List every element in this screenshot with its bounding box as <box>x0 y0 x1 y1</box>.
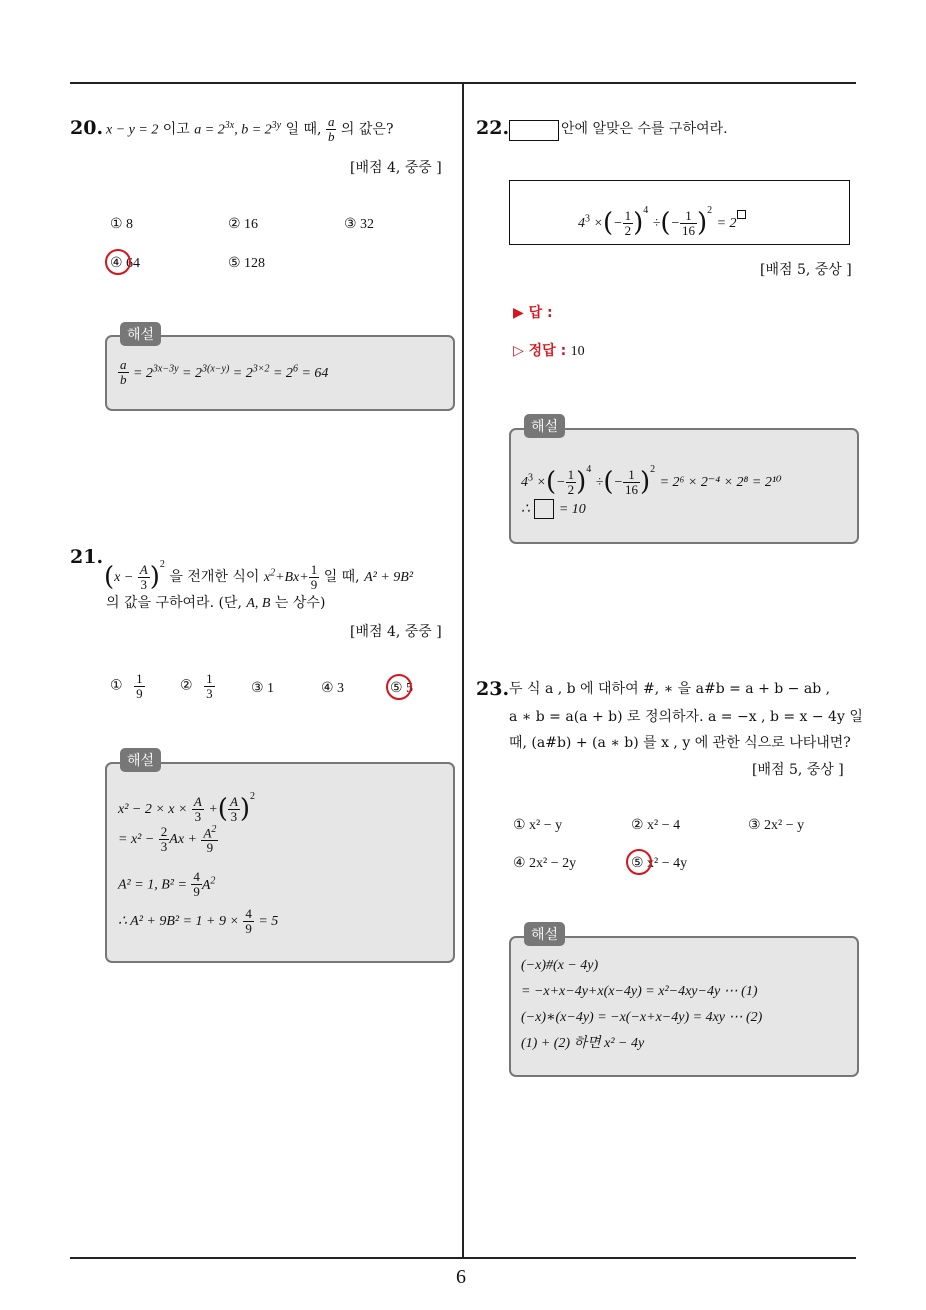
explanation-line-3: A² = 1, B² = $\frac{4}{9}$ $A^2$ <box>118 869 216 900</box>
explanation-line-1: $4^3$ ×(− $\frac{1}{2}$ )$^4$ ÷(− $\frac{1}{16}$ )$^2$ = 2⁶ × 2⁻⁴ × 2⁸ = 2¹⁰ <box>521 464 782 497</box>
answer-field[interactable]: ▶ 답 : <box>513 305 553 321</box>
score-label: [배점 5, 중상 ] <box>752 762 844 778</box>
score-label: [배점 4, 중중 ] <box>350 624 442 640</box>
page-number: 6 <box>456 1266 466 1288</box>
choice-2[interactable]: ② 16 <box>228 217 259 232</box>
answer-circle <box>105 249 131 275</box>
question-text-line2: 의 값을 구하여라. (단, A, B 는 상수) <box>106 595 326 611</box>
problem-expression: $4^3$ ×(− $\frac{1}{2}$ )$^4$ ÷(− $\frac{1}{16}$ )$^2$ = 2 <box>578 192 746 243</box>
choice-2[interactable]: ② $\frac{1}{3}$ <box>180 671 213 701</box>
explanation-line-4: ∴ A² + 9B² = 1 + 9 × $\frac{4}{9}$ = 5 <box>118 905 279 936</box>
explanation-line-2: = −x+x−4y+x(x−4y) = x²−4xy−4y ⋯ (1) <box>521 984 758 999</box>
answer-circle <box>386 674 412 700</box>
bottom-rule <box>70 1257 856 1259</box>
question-number: 21. <box>70 546 104 568</box>
question-text: 안에 알맞은 수를 구하여라. <box>561 121 728 137</box>
explanation-tag: 해설 <box>524 922 565 946</box>
choice-1[interactable]: ① x² − y <box>513 818 563 833</box>
explanation-tag: 해설 <box>120 322 161 346</box>
explanation-tag: 해설 <box>524 414 565 438</box>
question-number: 22. <box>476 117 510 139</box>
explanation-line-1: (−x)#(x − 4y) <box>521 958 599 973</box>
choice-3[interactable]: ③ 2x² − y <box>748 818 805 833</box>
choice-2[interactable]: ② x² − 4 <box>631 818 681 833</box>
explanation-text: $\frac{a}{b}$ = $2^{3x-3y} = 2^{3(x-y)} = 2^{3\times 2} = 2^6 = 64$ <box>120 357 329 388</box>
explanation-line-2: ∴ = 10 <box>521 498 586 521</box>
answer-blank-box <box>509 120 559 141</box>
choice-4[interactable]: ④ 2x² − 2y <box>513 856 577 871</box>
choice-5[interactable]: ⑤ 5 <box>390 681 414 696</box>
explanation-line-1: x² − 2 × x × $\frac{A}{3}$ +( $\frac{A}{3}$ )$^2$ <box>118 791 256 824</box>
explanation-line-4: (1) + (2) 하면 x² − 4y <box>521 1036 645 1051</box>
choice-3[interactable]: ③ 32 <box>344 217 375 232</box>
explanation-line-3: (−x)∗(x−4y) = −x(−x+x−4y) = 4xy ⋯ (2) <box>521 1010 763 1025</box>
choice-5[interactable]: ⑤ x² − 4y <box>631 856 688 871</box>
choice-1[interactable]: ① $\frac{1}{9}$ <box>110 671 143 701</box>
choice-1[interactable]: ① 8 <box>110 217 134 232</box>
question-text-line1: 두 식 a , b 에 대하여 #, ∗ 을 a#b = a + b − ab , <box>509 681 831 697</box>
answer-circle <box>626 849 652 875</box>
choice-4[interactable]: ④ 3 <box>321 681 345 696</box>
explanation-line-2: = x² − $\frac{2}{3}$ Ax + $\frac{A^2}{9}$ <box>118 823 217 856</box>
question-text-line2: a ∗ b = a(a + b) 로 정의하자. a = −x , b = x − 4y 일 <box>509 709 863 725</box>
question-number: 20. <box>70 117 104 139</box>
score-label: [배점 5, 중상 ] <box>760 262 852 278</box>
question-text: (x − $\frac{A}{3}$ )$^2$ 을 전개한 식이 $x^2+Bx+$ $\frac{1}{9}$ 일 때, A² + 9B² <box>104 559 414 592</box>
choice-3[interactable]: ③ 1 <box>251 681 275 696</box>
score-label: [배점 4, 중중 ] <box>350 160 442 176</box>
question-text-line3: 때, (a#b) + (a ∗ b) 를 x , y 에 관한 식으로 나타내면? <box>509 735 851 751</box>
question-number: 23. <box>476 678 510 700</box>
correct-answer: ▷ 정답 : 10 <box>513 343 585 359</box>
choice-4[interactable]: ④ 64 <box>110 256 141 271</box>
choice-5[interactable]: ⑤ 128 <box>228 256 266 271</box>
column-divider <box>462 83 464 1258</box>
explanation-tag: 해설 <box>120 748 161 772</box>
question-text: x − y = 2 이고 $a = 2^{3x}$, $b = 2^{3y}$ 일 때, $\frac{a}{b}$ 의 값은? <box>106 114 394 145</box>
